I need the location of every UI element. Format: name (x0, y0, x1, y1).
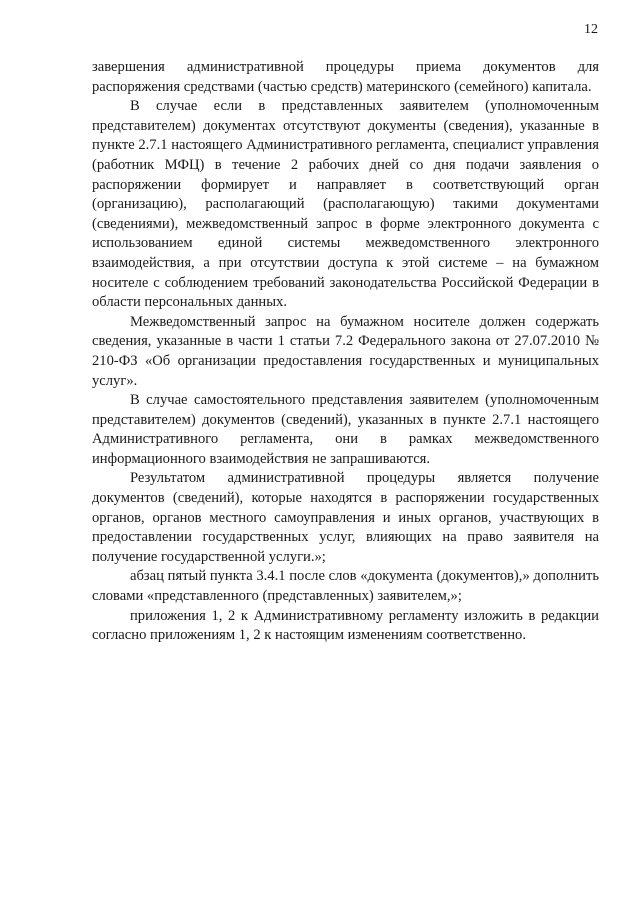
paragraph-3: Межведомственный запрос на бумажном носителе должен содержать сведения, указанные в части 1 статьи 7.2 Федерального закона от 27.07.2010 № 210-ФЗ «Об организации предоставления государственных и муниципальных услуг». (92, 313, 599, 389)
paragraph-2: В случае если в представленных заявителем (уполномоченным представителем) документах отсутствуют документы (сведения), указанные в пункте 2.7.1 настоящего Административного регламента, специалист управления (работник МФЦ) в течение 2 рабочих дней со дня подачи заявления о распоряжении формирует и направляет в соответствующий орган (организацию), располагающий (располагающую) такими документами (сведениями), межведомственный запрос в форме электронного документа с использованием единой системы межведомственного электронного взаимодействия, а при отсутствии доступа к этой системе – на бумажном носителе с соблюдением требований законодательства Российской Федерации в области персональных данных. (92, 98, 599, 311)
paragraph-6: абзац пятый пункта 3.4.1 после слов «документа (документов),» дополнить словами «представленного (представленных) заявителем,»; (92, 568, 599, 605)
page-number: 12 (584, 22, 598, 37)
paragraph-7: приложения 1, 2 к Административному регламенту изложить в редакции согласно приложениям 1, 2 к настоящим изменениям соответственно. (92, 607, 599, 644)
paragraph-5: Результатом административной процедуры является получение документов (сведений), которые находятся в распоряжении государственных органов, органов местного самоуправления и иных органов, участвующих в предоставлении государственных услуг, влияющих на право заявителя на получение государственной услуги.»; (92, 470, 599, 565)
paragraph-1: завершения административной процедуры приема документов для распоряжения средствами (частью средств) материнского (семейного) капитала. (92, 59, 599, 95)
document-body (92, 58, 599, 646)
paragraph-4: В случае самостоятельного представления заявителем (уполномоченным представителем) документов (сведений), указанных в пункте 2.7.1 настоящего Административного регламента, они в рамках межведомственного информационного взаимодействия не запрашиваются. (92, 392, 599, 467)
